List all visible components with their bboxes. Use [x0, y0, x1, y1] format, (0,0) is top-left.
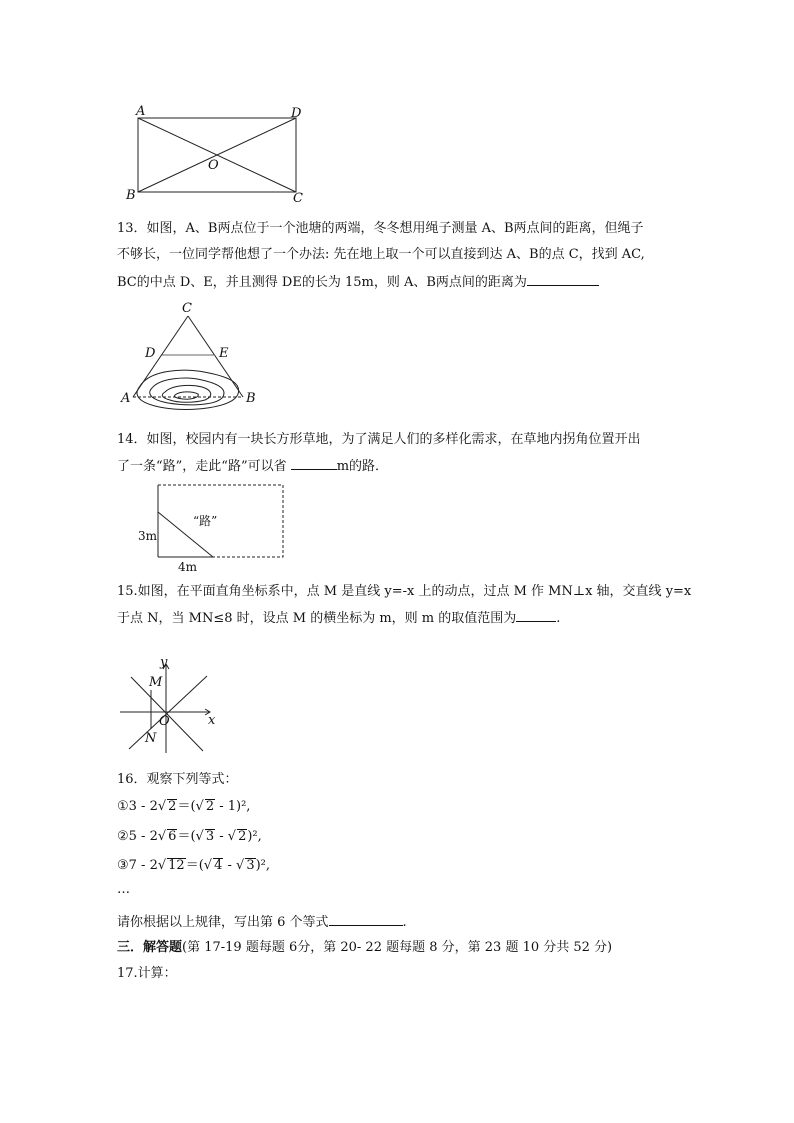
sqrt-icon: √	[195, 829, 204, 844]
label-d: D	[291, 106, 302, 121]
label-c: C	[293, 191, 303, 206]
section-3-heading: 三．解答题	[117, 940, 183, 955]
section-3-title	[117, 938, 612, 958]
sqrt-icon: √	[157, 858, 167, 873]
label-x: x	[208, 713, 216, 728]
eq2-radicand-1: 6	[168, 829, 177, 844]
label-c: C	[182, 301, 192, 316]
eq2-sep: -	[215, 829, 228, 844]
q16-ask-tail: .	[402, 915, 407, 930]
eq2-post: )²,	[247, 829, 262, 844]
label-d: D	[145, 346, 156, 361]
label-b: B	[126, 188, 136, 203]
label-o: O	[159, 714, 170, 729]
q14-line1: 14．如图，校园内有一块长方形草地，为了满足人们的多样化需求，在草地内拐角位置开出	[117, 432, 641, 447]
q15-line2-text: 于点 N，当 MN≤8 时，设点 M 的横坐标为 m，则 m 的取值范围为	[117, 611, 517, 626]
sqrt-icon: √	[195, 799, 204, 814]
eq1-radicand-2: 2	[205, 799, 215, 814]
q16-equation-2	[117, 827, 262, 847]
q15-line2-tail: .	[556, 611, 561, 626]
q16-ask-text: 请你根据以上规律，写出第 6 个等式	[117, 915, 329, 930]
q16-equation-3	[117, 856, 270, 876]
eq2-radicand-2: 3	[205, 829, 215, 844]
section-3-note: (第 17-19 题每题 6分，第 20- 22 题每题 8 分，第 23 题 10 分共 52 分)	[182, 940, 613, 955]
label-a: A	[121, 391, 131, 406]
eq3-pre: ③7 - 2	[117, 858, 158, 873]
q16-answer-blank	[329, 912, 403, 926]
eq1-post: - 1)²,	[215, 799, 251, 814]
q16-equation-1	[117, 797, 250, 817]
q16-ellipsis: …	[117, 882, 130, 897]
q14-line2-text: 了一条“路”，走此“路”可以省	[117, 459, 291, 474]
sqrt-icon: √	[157, 829, 167, 844]
q16-ask	[117, 912, 407, 933]
eq2-mid: ＝(	[177, 829, 196, 844]
label-o: O	[208, 158, 219, 173]
eq3-radicand-1: 12	[168, 858, 185, 873]
q15-line1: 15.如图，在平面直角坐标系中，点 M 是直线 y=-x 上的动点，过点 M 作 MN⊥x 轴，交直线 y=x	[117, 584, 692, 599]
eq3-radicand-2: 4	[214, 858, 223, 873]
q14-line2-tail: m的路．	[336, 459, 389, 474]
width-label: 4m	[178, 560, 198, 574]
label-m: M	[149, 675, 163, 690]
eq3-mid: ＝(	[185, 858, 204, 873]
eq2-pre: ②5 - 2	[117, 829, 158, 844]
label-e: E	[219, 346, 229, 361]
label-a: A	[136, 104, 146, 119]
sqrt-icon: √	[236, 858, 245, 873]
sqrt-icon: √	[227, 829, 237, 844]
height-label: 3m	[138, 529, 158, 543]
eq2-radicand-3: 2	[238, 829, 247, 844]
q13-line1: 13．如图，A、B两点位于一个池塘的两端，冬冬想用绳子测量 A、B两点间的距离，但绳子	[117, 221, 644, 236]
eq3-sep: -	[223, 858, 237, 873]
eq3-post: )²,	[255, 858, 271, 873]
q13-line2: 不够长，一位同学帮他想了一个办法: 先在地上取一个可以直接到达 A、B的点 C，找到 AC,	[117, 247, 645, 262]
q17-title: 17.计算：	[117, 966, 177, 981]
sqrt-icon: √	[203, 858, 213, 873]
label-n: N	[145, 731, 157, 746]
road-label: “路”	[193, 514, 218, 528]
eq1-pre: ①3 - 2	[117, 799, 158, 814]
eq1-radicand-1: 2	[168, 799, 177, 814]
q16-title: 16．观察下列等式：	[117, 772, 238, 787]
label-b: B	[246, 391, 256, 406]
q13-line3-text: BC的中点 D、E，并且测得 DE的长为 15m，则 A、B两点间的距离为	[117, 275, 527, 290]
sqrt-icon: √	[157, 799, 167, 814]
eq1-mid: ＝(	[177, 799, 196, 814]
label-y: y	[160, 655, 168, 670]
eq3-radicand-3: 3	[246, 858, 255, 873]
